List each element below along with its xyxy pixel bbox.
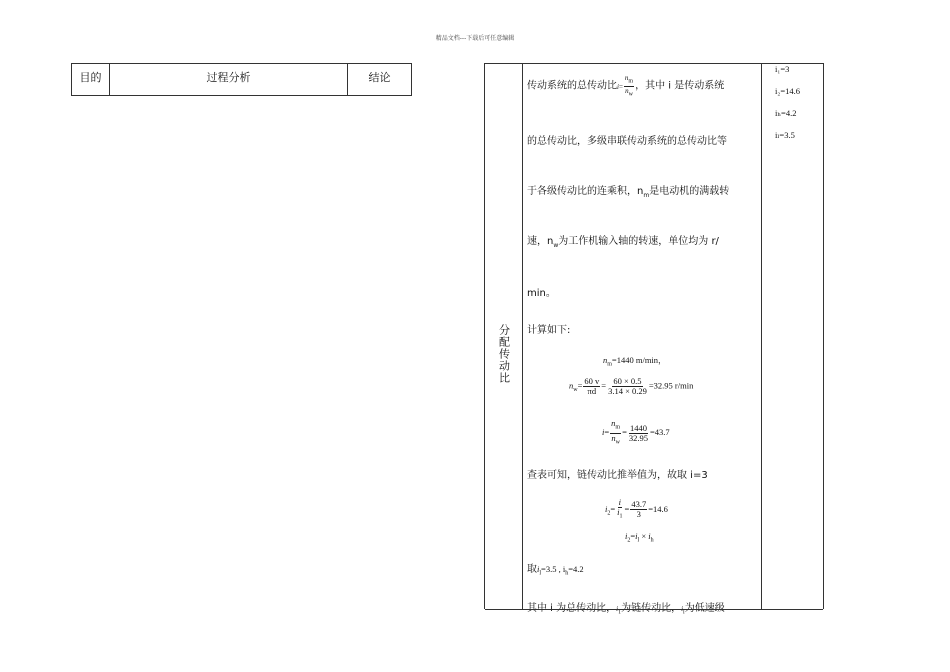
p8-text: 取 xyxy=(527,564,537,575)
f2-result: =32.95 r/min xyxy=(648,380,694,391)
f4-den: 3 xyxy=(636,509,641,520)
formula-nm: $n_m=1440$ m/min， xyxy=(603,355,667,368)
f1-value: =1440 m/min， xyxy=(611,355,667,365)
p9-text-a: 其中 i 为总传动比， xyxy=(527,603,617,614)
paragraph-1 xyxy=(527,74,724,100)
column-divider xyxy=(761,64,762,609)
left-header-table xyxy=(71,63,412,96)
purpose-header: 目的 xyxy=(72,64,110,95)
paragraph-9: 其中 i 为总传动比，$i_1$为链传动比，$i_l$为低速级 xyxy=(527,603,725,616)
paragraph-5: min。 xyxy=(527,288,556,299)
p9-text-b: 为链传动比， xyxy=(621,603,682,614)
p9-text-c: 为低速级 xyxy=(684,603,725,614)
f2-den2: 3.14 × 0.29 xyxy=(608,386,647,396)
formula-nw: $n_w=$ $\frac{60 v}{\pi d}$ = $\frac{60 \times 0.5}{3.14 \times 0.29}$ =32.95 r/min xyxy=(569,376,694,396)
p3-text-a: 于各级传动比的连乘积，n xyxy=(527,186,644,197)
f2-den: πd xyxy=(587,386,597,396)
p4-text-b: 为工作机输入轴的转速，单位均为 r/ xyxy=(558,236,719,247)
conclusion-1: i₁=3 xyxy=(775,64,790,74)
conclusion-2: i₂=14.6 xyxy=(775,86,800,96)
analysis-header: 过程分析 xyxy=(110,64,348,95)
p1-text-a: 传动系统的总传动比 xyxy=(527,80,617,92)
p1-text-b: ，其中 i 是传动系统 xyxy=(635,80,725,92)
conclusion-3: iₕ=4.2 xyxy=(775,108,797,118)
f1-var: n xyxy=(603,355,608,365)
f3-den: 32.95 xyxy=(628,432,649,443)
p4-text-a: 速，n xyxy=(527,236,554,247)
formula-product: $i_2=i_l \times i_h$ xyxy=(625,531,654,544)
f3-num: 1440 xyxy=(629,422,647,433)
paragraph-4: 速，$n_w$为工作机输入轴的转速，单位均为 r/ xyxy=(527,236,719,249)
column-divider xyxy=(522,64,523,609)
analysis-table xyxy=(484,63,824,616)
paragraph-8: 取$i_l=3.5$ , $i_h=4.2$ xyxy=(527,564,584,577)
paragraph-3: 于各级传动比的连乘积，$n_m$是电动机的满载转 xyxy=(527,186,730,199)
f3-result: =43.7 xyxy=(650,427,670,438)
f4-num: 43.7 xyxy=(631,499,647,510)
f6-value: =3.5 , i xyxy=(541,564,566,574)
f4-result: =14.6 xyxy=(648,503,668,514)
header-note: 精品文档---下载后可任意编辑 xyxy=(435,35,515,42)
formula-i2: $i_2=$ $\frac{i}{i_1}$ = $\frac{43.7}{3}$ =14.6 xyxy=(605,497,668,520)
p3-text-b: 是电动机的满载转 xyxy=(649,186,730,197)
conclusion-header: 结论 xyxy=(368,71,391,84)
conclusion-4: iₗ=3.5 xyxy=(775,130,795,140)
f6-value-b: =4.2 xyxy=(568,564,584,574)
ratio-formula: i= $\frac{n_m}{n_w}$ xyxy=(617,74,634,98)
f2-num2: 60 × 0.5 xyxy=(613,376,642,386)
purpose-cell xyxy=(485,64,522,610)
purpose-text: 分配传动比 xyxy=(497,324,511,384)
paragraph-6: 计算如下: xyxy=(527,325,571,336)
paragraph-7: 查表可知，链传动比推举值为，故取 i=3 xyxy=(527,470,708,481)
formula-i: i= $\frac{n_m}{n_w}$ = $\frac{1440}{32.95}$ =43.7 xyxy=(602,418,670,446)
paragraph-2: 的总传动比，多级串联传动系统的总传动比等 xyxy=(527,136,727,147)
f2-num: 60 v xyxy=(584,376,600,386)
